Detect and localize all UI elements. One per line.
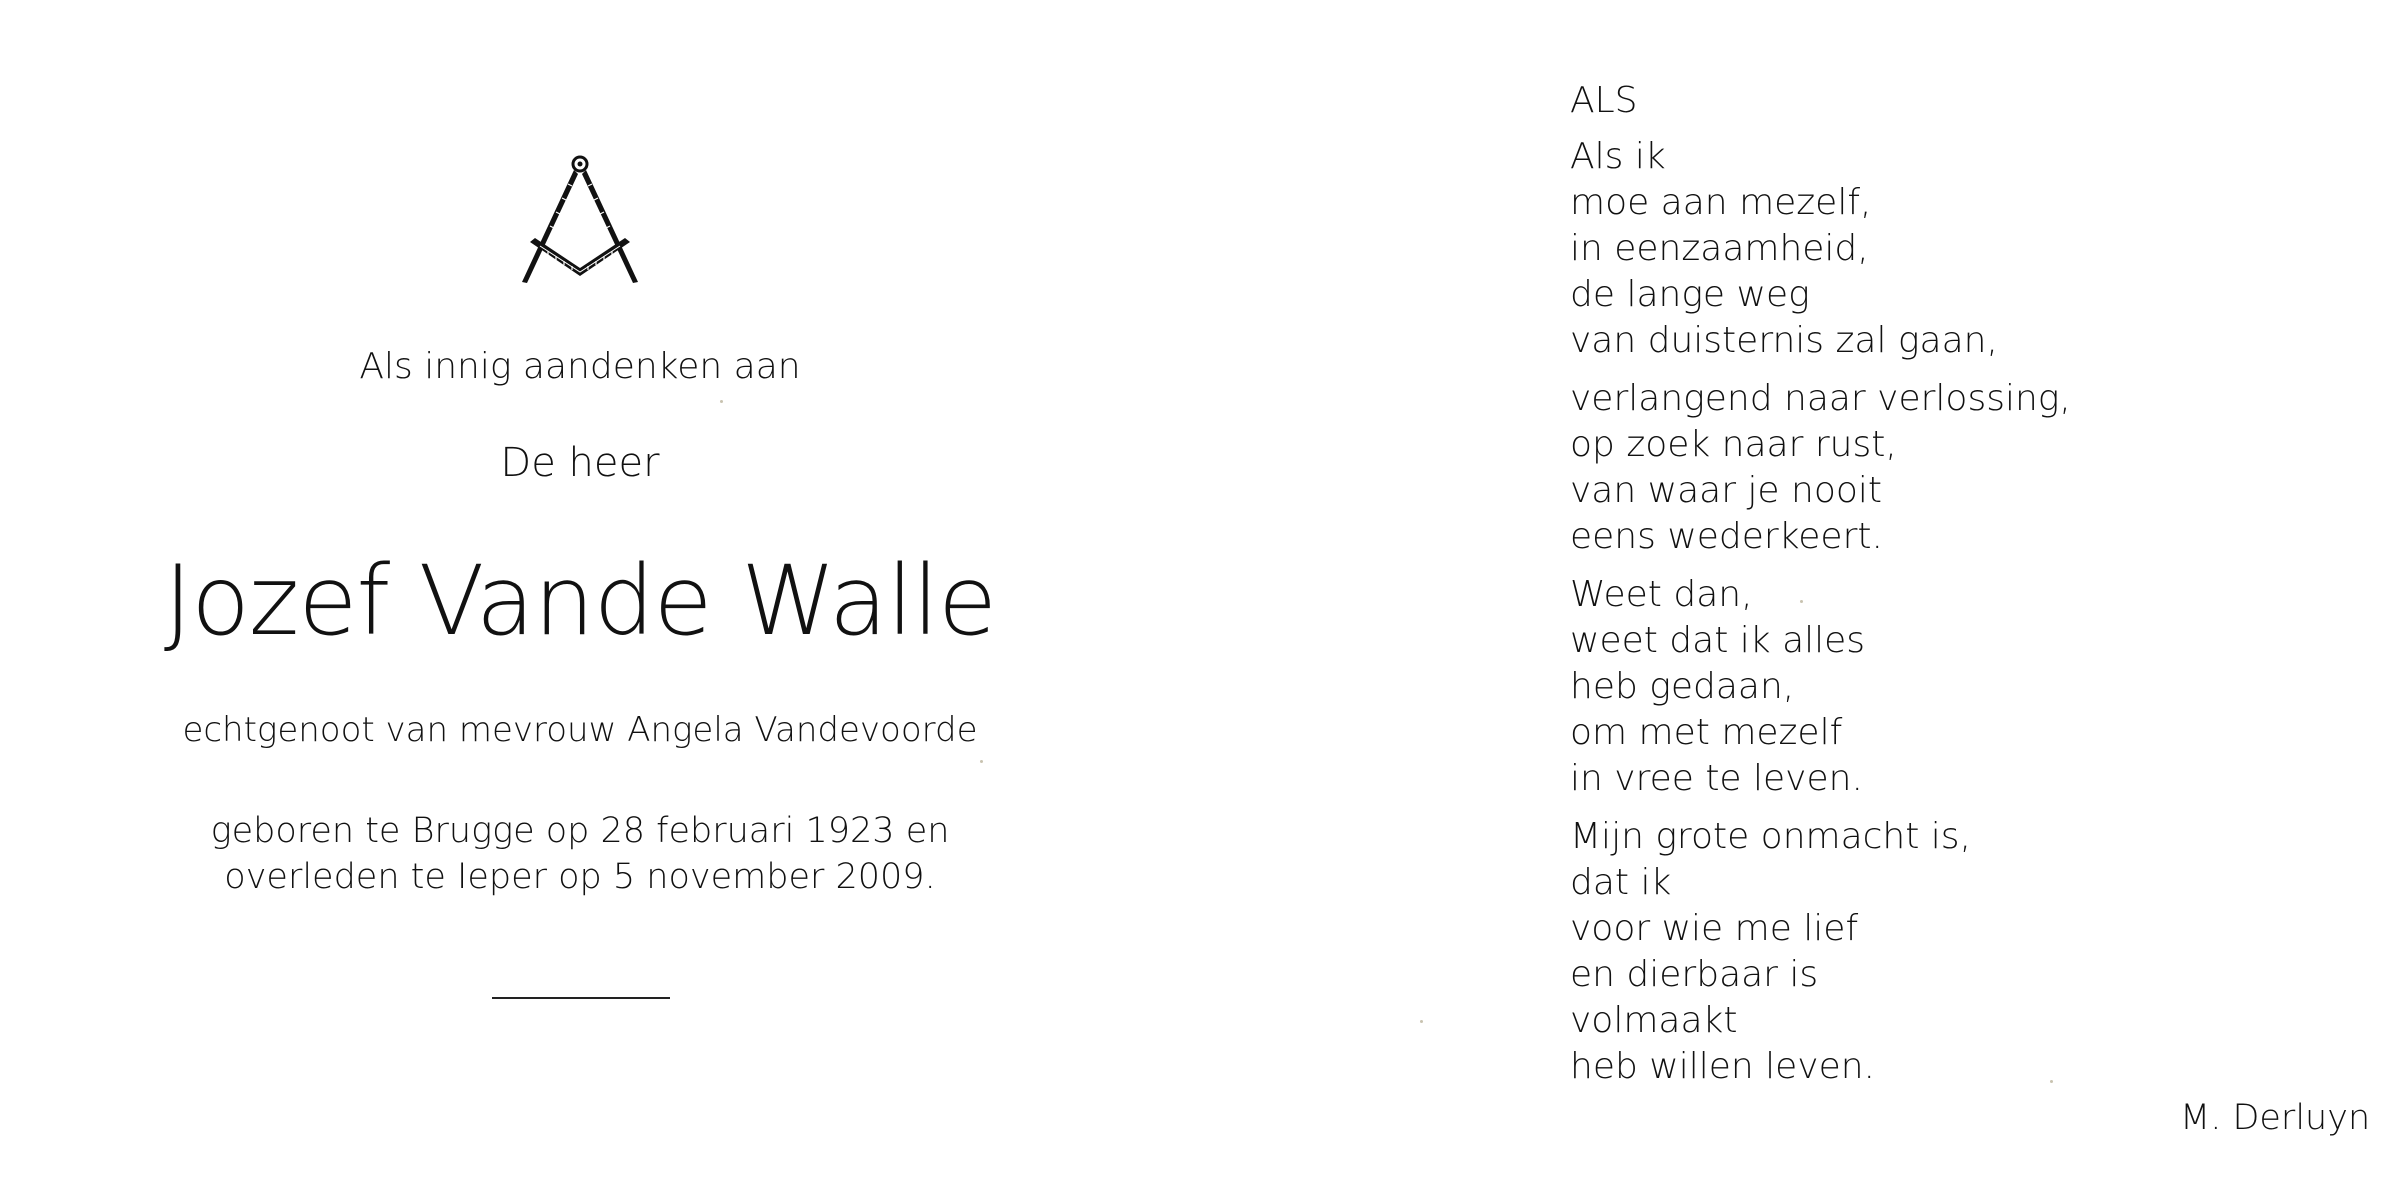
honorific: De heer bbox=[500, 440, 660, 486]
scan-speck bbox=[2050, 1080, 2053, 1083]
poem-stanza bbox=[1570, 376, 2290, 560]
poem-line: Mijn grote onmacht is, bbox=[1570, 816, 1972, 857]
poem-line: en dierbaar is bbox=[1570, 954, 1819, 995]
poem-author: M. Derluyn bbox=[2180, 1098, 2371, 1138]
square-and-compasses-icon bbox=[510, 150, 650, 290]
scan-speck bbox=[720, 400, 723, 403]
poem-line: eens wederkeert. bbox=[1570, 516, 1883, 557]
poem-line: de lange weg bbox=[1570, 274, 1810, 315]
poem bbox=[1570, 76, 2290, 1102]
poem-line: in vree te leven. bbox=[1570, 758, 1863, 799]
poem-line: weet dat ik alles bbox=[1570, 620, 1866, 661]
poem-line: heb gedaan, bbox=[1570, 666, 1795, 707]
poem-stanza bbox=[1570, 572, 2290, 802]
divider-line bbox=[492, 997, 670, 999]
spouse-line: echtgenoot van mevrouw Angela Vandevoorde bbox=[182, 710, 978, 750]
scan-speck bbox=[1800, 600, 1803, 603]
poem-line: volmaakt bbox=[1570, 1000, 1738, 1041]
poem-stanza bbox=[1570, 134, 2290, 364]
poem-line: om met mezelf bbox=[1570, 712, 1843, 753]
poem-line: moe aan mezelf, bbox=[1570, 182, 1872, 223]
poem-stanza bbox=[1570, 814, 2290, 1090]
deceased-name: Jozef Vande Walle bbox=[163, 545, 997, 657]
scan-speck bbox=[980, 760, 983, 763]
poem-line: op zoek naar rust, bbox=[1570, 424, 1897, 465]
poem-line: Weet dan, bbox=[1570, 574, 1753, 615]
intro-text: Als innig aandenken aan bbox=[359, 346, 801, 387]
poem-title: ALS bbox=[1570, 80, 1638, 121]
death-line: overleden te Ieper op 5 november 2009. bbox=[224, 857, 936, 897]
scan-speck bbox=[1420, 1020, 1423, 1023]
poem-line: Als ik bbox=[1570, 136, 1666, 177]
poem-line: van waar je nooit bbox=[1570, 470, 1883, 511]
birth-line: geboren te Brugge op 28 februari 1923 en bbox=[210, 811, 950, 851]
poem-line: voor wie me lief bbox=[1570, 908, 1859, 949]
life-dates bbox=[0, 808, 1160, 900]
poem-line: dat ik bbox=[1570, 862, 1672, 903]
poem-line: heb willen leven. bbox=[1570, 1046, 1875, 1087]
poem-line: van duisternis zal gaan, bbox=[1570, 320, 1998, 361]
poem-line: in eenzaamheid, bbox=[1570, 228, 1869, 269]
poem-line: verlangend naar verlossing, bbox=[1570, 378, 2071, 419]
left-panel bbox=[0, 0, 1160, 1177]
